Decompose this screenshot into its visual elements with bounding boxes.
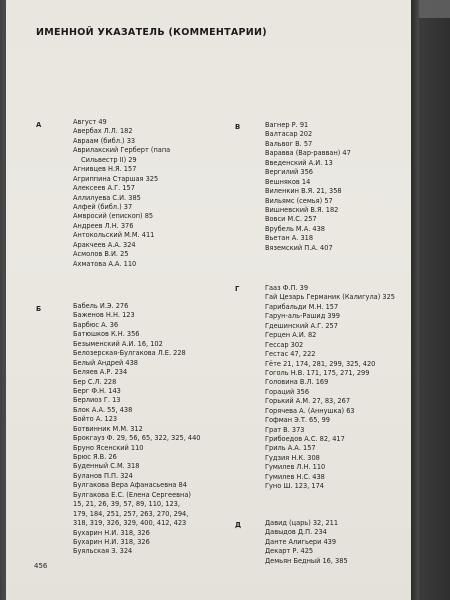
index-entry: Вяземский П.А. 407 (265, 243, 333, 252)
index-entry: 318, 319, 326, 329, 400, 412, 423 (73, 519, 187, 528)
index-entry: Аллилуева С.И. 385 (73, 193, 141, 202)
index-entry: Асмолов В.И. 25 (73, 250, 129, 259)
index-entry: Берг Ф.Н. 143 (73, 386, 121, 395)
index-entry: Гарибальди М.Н. 157 (265, 302, 339, 311)
index-entry: Бухарин Н.И. 318, 326 (73, 537, 150, 546)
index-entry: Андреев Л.Н. 376 (73, 221, 134, 230)
index-entry: Вальвог В. 57 (265, 139, 313, 148)
index-entry: Гудзия Н.К. 308 (265, 453, 320, 462)
section-letter-a: А (36, 121, 42, 129)
page-title: ИМЕННОЙ УКАЗАТЕЛЬ (КОММЕНТАРИИ) (36, 27, 267, 38)
index-entry: Валтасар 202 (265, 130, 313, 139)
index-entry: Введенский А.И. 13 (265, 158, 333, 167)
index-entry: Вовси М.С. 257 (265, 215, 317, 224)
index-entry: Брокгауз Ф. 29, 56, 65, 322, 325, 440 (73, 434, 201, 443)
book-gutter (411, 0, 419, 600)
index-entry: Гай Цезарь Германик (Калигула) 325 (265, 293, 395, 302)
index-entry: Герцен А.И. 82 (265, 331, 317, 340)
section-letter-d: Д (235, 521, 242, 529)
index-entry: Бухарин Н.И. 318, 326 (73, 528, 150, 537)
index-entry: Вьетан А. 318 (265, 234, 314, 243)
index-entry: Буланов П.П. 324 (73, 471, 133, 480)
index-entry: Гарун-аль-Рашид 399 (265, 312, 340, 321)
index-entry: Гестас 47, 222 (265, 350, 316, 359)
index-entry: Головина В.Л. 169 (265, 378, 329, 387)
index-entry: Ахматова А.А. 110 (73, 259, 137, 268)
index-entry: Булгакова Вера Афанасьевна 84 (73, 481, 187, 490)
index-entry: Берлиоз Г. 13 (73, 396, 121, 405)
index-column-v (265, 121, 351, 253)
index-entry: Аракчеев А.А. 324 (73, 240, 136, 249)
index-entry: Гдешинский А.Г. 257 (265, 321, 338, 330)
index-entry: Бер С.Л. 228 (73, 377, 117, 386)
index-entry: Безыменский А.И. 16, 102 (73, 339, 163, 348)
index-entry: Гоголь Н.В. 171, 175, 271, 299 (265, 368, 370, 377)
index-column-g (265, 284, 395, 492)
index-entry: Буяльская З. 324 (73, 547, 133, 556)
index-entry: Батюшков К.Н. 356 (73, 330, 140, 339)
index-entry: Горький А.М. 27, 83, 267 (265, 397, 351, 406)
index-entry: Белый Андрей 438 (73, 358, 138, 367)
index-entry: Август 49 (73, 118, 107, 126)
index-entry: Бабель И.Э. 276 (73, 302, 129, 310)
facing-page-edge (419, 18, 450, 600)
index-entry: Демьян Бедный 16, 385 (265, 556, 348, 565)
index-entry: Гриль А.А. 157 (265, 444, 316, 453)
index-entry: Гораций 356 (265, 387, 310, 396)
index-entry: Брюс Я.В. 26 (73, 453, 117, 461)
section-letter-b: Б (36, 305, 42, 313)
index-entry: Гуно Ш. 123, 174 (265, 482, 324, 491)
section-letter-v: В (235, 123, 241, 131)
index-column-b (73, 302, 201, 557)
index-entry: Горячева А. (Аннушка) 63 (265, 406, 355, 415)
index-entry: 179, 184, 251, 257, 263, 270, 294, (73, 509, 189, 518)
index-entry: Гёте 21, 174, 281, 299, 325, 420 (265, 359, 376, 368)
index-entry: Гумилев Л.Н. 110 (265, 463, 326, 472)
index-entry: Бруно Ясенский 110 (73, 443, 144, 452)
index-entry: Амвросий (епископ) 85 (73, 212, 154, 221)
index-entry: Гофман Э.Т. 65, 99 (265, 416, 331, 425)
index-entry: Данте Алигьери 439 (265, 537, 337, 546)
index-entry: Гааз Ф.П. 39 (265, 284, 309, 292)
index-entry: Белозерская-Булгакова Л.Е. 228 (73, 349, 186, 358)
index-entry: Гумилев Н.С. 438 (265, 472, 325, 481)
index-entry: Врубель М.А. 438 (265, 224, 326, 233)
index-entry: Вильямс (семья) 57 (265, 196, 333, 205)
index-column-d (265, 519, 348, 566)
page-number: 456 (34, 562, 48, 570)
section-letter-g: Г (235, 285, 240, 293)
index-entry: Алексеев А.Г. 157 (73, 184, 135, 193)
index-entry: Давид (царь) 32, 211 (265, 519, 339, 527)
index-entry: Аврилакский Герберт (папа (73, 146, 171, 155)
index-entry: Алфей (библ.) 37 (73, 202, 133, 211)
index-entry: Баженов Н.Н. 123 (73, 311, 135, 320)
index-entry: 15, 21, 26, 39, 57, 89, 110, 123, (73, 500, 180, 509)
index-entry: Ботвинник М.М. 312 (73, 424, 143, 433)
index-entry: Вишневский В.Я. 182 (265, 205, 339, 214)
index-entry: Агриппина Старшая 325 (73, 174, 159, 183)
index-entry: Антокольский М.М. 411 (73, 231, 155, 240)
index-entry: Беляев А.Р. 234 (73, 368, 128, 377)
index-entry: Давыдов Д.П. 234 (265, 528, 327, 537)
index-entry: Сильвестр II) 29 (81, 155, 137, 164)
index-entry: Гессар 302 (265, 340, 304, 349)
index-entry: Блок А.А. 55, 438 (73, 405, 133, 414)
index-entry: Виленкин В.Я. 21, 358 (265, 187, 342, 196)
index-entry: Булгакова Е.С. (Елена Сергеевна) (73, 490, 191, 499)
index-entry: Буденный С.М. 318 (73, 462, 140, 471)
index-entry: Бойто А. 123 (73, 415, 118, 424)
index-entry: Авербах Л.Л. 182 (73, 127, 133, 136)
index-entry: Вергилий 356 (265, 168, 313, 177)
index-entry: Грибоедов А.С. 82, 417 (265, 435, 345, 443)
index-entry: Варавва (Вар-равван) 47 (265, 149, 351, 158)
book-page (6, 0, 411, 600)
index-entry: Декарт Р. 425 (265, 547, 314, 556)
index-entry: Барбюс А. 36 (73, 320, 119, 329)
index-entry: Агнивцев Н.Я. 157 (73, 165, 137, 174)
index-entry: Вешняков 14 (265, 177, 311, 186)
index-entry: Вагнер Р. 91 (265, 121, 309, 129)
index-entry: Авраам (библ.) 33 (73, 136, 136, 145)
index-entry: Грат В. 373 (265, 425, 305, 434)
index-column-a (73, 118, 170, 269)
